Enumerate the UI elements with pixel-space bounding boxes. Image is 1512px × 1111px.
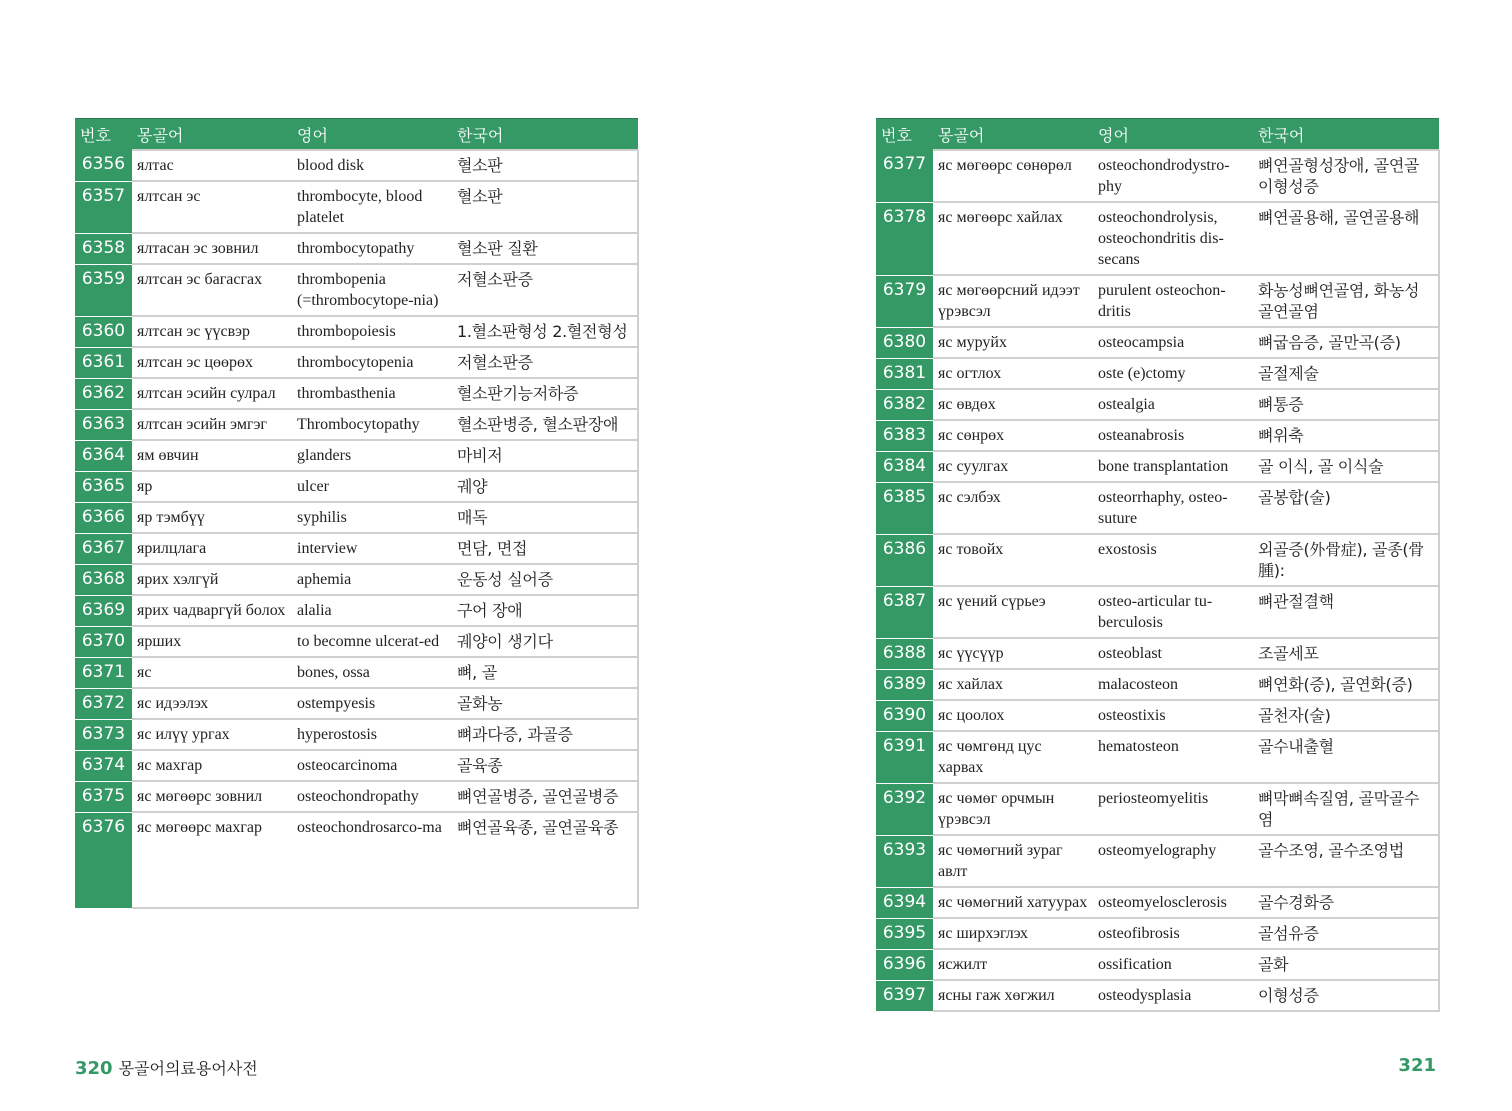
english-term: exostosis [1093,534,1253,586]
korean-term: 혈소판 질환 [452,233,638,264]
english-term: Thrombocytopathy [292,409,452,440]
mongolian-term: яс огтлох [933,358,1093,389]
mongolian-term: ялтас [132,150,292,181]
english-term: bones, ossa [292,657,452,688]
table-row [876,327,1439,358]
entry-number: 6382 [876,389,933,420]
table-row [75,750,638,781]
mongolian-term: яс өвдөх [933,389,1093,420]
mongolian-term: яс илүү ургах [132,719,292,750]
english-term: osteostixis [1093,700,1253,731]
mongolian-term: ясжилт [933,949,1093,980]
korean-term: 뼈관절결핵 [1253,586,1439,638]
english-term: oste (e)ctomy [1093,358,1253,389]
mongolian-term: яс мөгөөрс сөнөрөл [933,150,1093,202]
table-row [75,150,638,181]
entry-number: 6376 [75,812,132,908]
english-term: purulent osteochon-dritis [1093,275,1253,327]
table-row [876,420,1439,451]
english-term: ostempyesis [292,688,452,719]
table-row [75,688,638,719]
table-row [75,564,638,595]
entry-number: 6380 [876,327,933,358]
table-row [876,358,1439,389]
table-row [876,949,1439,980]
right-page-number: 321 [1398,1055,1436,1076]
english-term: blood disk [292,150,452,181]
table-header-row [876,119,1439,151]
entry-number: 6364 [75,440,132,471]
english-term: osteomyelosclerosis [1093,887,1253,918]
korean-term: 혈소판기능저하증 [452,378,638,409]
english-term: hematosteon [1093,731,1253,783]
mongolian-term: ялтсан эс цөөрөх [132,347,292,378]
english-term: osteo-articular tu-berculosis [1093,586,1253,638]
english-term: osteofibrosis [1093,918,1253,949]
left-page-number: 320 [75,1058,113,1079]
mongolian-term: ялтсан эс багасгах [132,264,292,316]
korean-term: 저혈소판증 [452,264,638,316]
left-dictionary-table [75,118,639,909]
korean-term: 골화 [1253,949,1439,980]
table-row [75,657,638,688]
table-row [876,275,1439,327]
english-term: osteorrhaphy, osteo-suture [1093,482,1253,534]
entry-number: 6372 [75,688,132,719]
korean-term: 1.혈소판형성 2.혈전형성 [452,316,638,347]
table-row [876,150,1439,202]
table-header-row [75,119,638,151]
english-term: thrombasthenia [292,378,452,409]
mongolian-term: яс мөгөөрс хайлах [933,202,1093,275]
mongolian-term: яр тэмбүү [132,502,292,533]
entry-number: 6388 [876,638,933,669]
english-term: thrombopoiesis [292,316,452,347]
entry-number: 6391 [876,731,933,783]
english-term: osteochondrodystro-phy [1093,150,1253,202]
table-row [75,781,638,812]
entry-number: 6394 [876,887,933,918]
english-term: alalia [292,595,452,626]
entry-number: 6356 [75,150,132,181]
english-term: thrombopenia (=thrombocytope-nia) [292,264,452,316]
korean-term: 궤양이 생기다 [452,626,638,657]
mongolian-term: яс үений сүрьеэ [933,586,1093,638]
mongolian-term: ялтсан эс [132,181,292,233]
entry-number: 6365 [75,471,132,502]
right-dictionary-table [876,118,1440,1012]
header-mongolian: 몽골어 [132,119,292,151]
mongolian-term: яс сөнрөх [933,420,1093,451]
table-row [876,638,1439,669]
korean-term: 외골증(外骨症), 골종(骨腫): [1253,534,1439,586]
mongolian-term: яс сэлбэх [933,482,1093,534]
korean-term: 골섬유증 [1253,918,1439,949]
korean-term: 뼈연골용해, 골연골용해 [1253,202,1439,275]
entry-number: 6366 [75,502,132,533]
mongolian-term: яс чөмгөнд цус харвах [933,731,1093,783]
english-term: thrombocyte, blood platelet [292,181,452,233]
mongolian-term: яс мөгөөрс зовнил [132,781,292,812]
mongolian-term: яс чөмөгний хатуурах [933,887,1093,918]
mongolian-term: яс мөгөөрсний идээт үрэвсэл [933,275,1093,327]
mongolian-term: ярих чадваргүй болох [132,595,292,626]
korean-term: 뼈통증 [1253,389,1439,420]
table-row [876,835,1439,887]
korean-term: 마비저 [452,440,638,471]
mongolian-term: ялтасан эс зовнил [132,233,292,264]
entry-number: 6379 [876,275,933,327]
table-row [75,440,638,471]
entry-number: 6362 [75,378,132,409]
korean-term: 뼈굽음증, 골만곡(증) [1253,327,1439,358]
korean-term: 골수조영, 골수조영법 [1253,835,1439,887]
header-english: 영어 [292,119,452,151]
entry-number: 6357 [75,181,132,233]
table-row [75,719,638,750]
table-row [876,700,1439,731]
table-row [75,316,638,347]
korean-term: 뼈, 골 [452,657,638,688]
table-row [876,586,1439,638]
mongolian-term: ялтсан эсийн сулрал [132,378,292,409]
korean-term: 뼈과다증, 과골증 [452,719,638,750]
english-term: bone transplantation [1093,451,1253,482]
korean-term: 뼈연골병증, 골연골병증 [452,781,638,812]
table-row [75,812,638,908]
entry-number: 6375 [75,781,132,812]
entry-number: 6396 [876,949,933,980]
table-row [75,533,638,564]
entry-number: 6395 [876,918,933,949]
entry-number: 6377 [876,150,933,202]
mongolian-term: яс ширхэглэх [933,918,1093,949]
english-term: osteanabrosis [1093,420,1253,451]
english-term: to becomne ulcerat-ed [292,626,452,657]
mongolian-term: яс муруйх [933,327,1093,358]
mongolian-term: ясны гаж хөгжил [933,980,1093,1011]
korean-term: 구어 장애 [452,595,638,626]
english-term: aphemia [292,564,452,595]
table-row [75,347,638,378]
table-row [876,887,1439,918]
entry-number: 6381 [876,358,933,389]
mongolian-term: яс [132,657,292,688]
korean-term: 뼈막뼈속질염, 골막골수염 [1253,783,1439,835]
english-term: interview [292,533,452,564]
korean-term: 운동성 실어증 [452,564,638,595]
english-term: osteocampsia [1093,327,1253,358]
entry-number: 6397 [876,980,933,1011]
mongolian-term: яр [132,471,292,502]
mongolian-term: яс товойх [933,534,1093,586]
entry-number: 6389 [876,669,933,700]
entry-number: 6361 [75,347,132,378]
korean-term: 골천자(술) [1253,700,1439,731]
english-term: osteomyelography [1093,835,1253,887]
entry-number: 6367 [75,533,132,564]
mongolian-term: ялтсан эсийн эмгэг [132,409,292,440]
entry-number: 6370 [75,626,132,657]
korean-term: 뼈연골형성장애, 골연골이형성증 [1253,150,1439,202]
entry-number: 6369 [75,595,132,626]
entry-number: 6363 [75,409,132,440]
right-table-body [876,150,1439,1011]
left-table-body [75,150,638,908]
table-row [876,783,1439,835]
korean-term: 골화농 [452,688,638,719]
table-row [876,918,1439,949]
mongolian-term: яс үүсүүр [933,638,1093,669]
english-term: osteocarcinoma [292,750,452,781]
entry-number: 6373 [75,719,132,750]
korean-term: 골수내출혈 [1253,731,1439,783]
entry-number: 6358 [75,233,132,264]
entry-number: 6390 [876,700,933,731]
mongolian-term: яс махгар [132,750,292,781]
english-term: osteochondropathy [292,781,452,812]
header-mongolian: 몽골어 [933,119,1093,151]
entry-number: 6385 [876,482,933,534]
entry-number: 6387 [876,586,933,638]
entry-number: 6386 [876,534,933,586]
korean-term: 골절제술 [1253,358,1439,389]
entry-number: 6393 [876,835,933,887]
table-row [876,980,1439,1011]
korean-term: 이형성증 [1253,980,1439,1011]
table-row [75,181,638,233]
korean-term: 화농성뼈연골염, 화농성골연골염 [1253,275,1439,327]
table-row [75,502,638,533]
mongolian-term: яс идээлэх [132,688,292,719]
english-term: ostealgia [1093,389,1253,420]
entry-number: 6360 [75,316,132,347]
table-row [876,534,1439,586]
header-num: 번호 [876,119,933,151]
mongolian-term: яс чөмөг орчмын үрэвсэл [933,783,1093,835]
header-num: 번호 [75,119,132,151]
table-row [876,731,1439,783]
korean-term: 골수경화증 [1253,887,1439,918]
english-term: osteoblast [1093,638,1253,669]
english-term: glanders [292,440,452,471]
english-term: syphilis [292,502,452,533]
korean-term: 궤양 [452,471,638,502]
english-term: periosteomyelitis [1093,783,1253,835]
entry-number: 6359 [75,264,132,316]
header-korean: 한국어 [1253,119,1439,151]
table-row [75,595,638,626]
korean-term: 뼈연골육종, 골연골육종 [452,812,638,908]
left-page-footer [75,1056,258,1079]
english-term: malacosteon [1093,669,1253,700]
english-term: thrombocytopathy [292,233,452,264]
entry-number: 6371 [75,657,132,688]
english-term: hyperostosis [292,719,452,750]
mongolian-term: яс суулгах [933,451,1093,482]
english-term: osteochondrosarco-ma [292,812,452,908]
table-row [876,202,1439,275]
english-term: osteochondrolysis, osteochondritis dis-secans [1093,202,1253,275]
korean-term: 혈소판 [452,150,638,181]
entry-number: 6378 [876,202,933,275]
korean-term: 뼈위축 [1253,420,1439,451]
mongolian-term: ярших [132,626,292,657]
table-row [876,451,1439,482]
mongolian-term: ялтсан эс үүсвэр [132,316,292,347]
mongolian-term: яс мөгөөрс махгар [132,812,292,908]
korean-term: 조골세포 [1253,638,1439,669]
english-term: thrombocytopenia [292,347,452,378]
korean-term: 골봉합(술) [1253,482,1439,534]
mongolian-term: яс цоолох [933,700,1093,731]
book-title: 몽골어의료용어사전 [118,1059,258,1078]
entry-number: 6383 [876,420,933,451]
korean-term: 저혈소판증 [452,347,638,378]
korean-term: 혈소판병증, 혈소판장애 [452,409,638,440]
header-korean: 한국어 [452,119,638,151]
english-term: ulcer [292,471,452,502]
english-term: ossification [1093,949,1253,980]
table-row [75,471,638,502]
table-row [75,409,638,440]
mongolian-term: ярилцлага [132,533,292,564]
table-row [75,233,638,264]
table-row [75,378,638,409]
entry-number: 6374 [75,750,132,781]
korean-term: 골육종 [452,750,638,781]
entry-number: 6368 [75,564,132,595]
table-row [876,482,1439,534]
korean-term: 골 이식, 골 이식술 [1253,451,1439,482]
korean-term: 혈소판 [452,181,638,233]
korean-term: 뼈연화(증), 골연화(증) [1253,669,1439,700]
mongolian-term: яс хайлах [933,669,1093,700]
entry-number: 6384 [876,451,933,482]
korean-term: 면담, 면접 [452,533,638,564]
mongolian-term: яс чөмөгний зураг авлт [933,835,1093,887]
entry-number: 6392 [876,783,933,835]
table-row [876,669,1439,700]
mongolian-term: ям өвчин [132,440,292,471]
english-term: osteodysplasia [1093,980,1253,1011]
mongolian-term: ярих хэлгүй [132,564,292,595]
header-english: 영어 [1093,119,1253,151]
table-row [876,389,1439,420]
table-row [75,264,638,316]
table-row [75,626,638,657]
korean-term: 매독 [452,502,638,533]
